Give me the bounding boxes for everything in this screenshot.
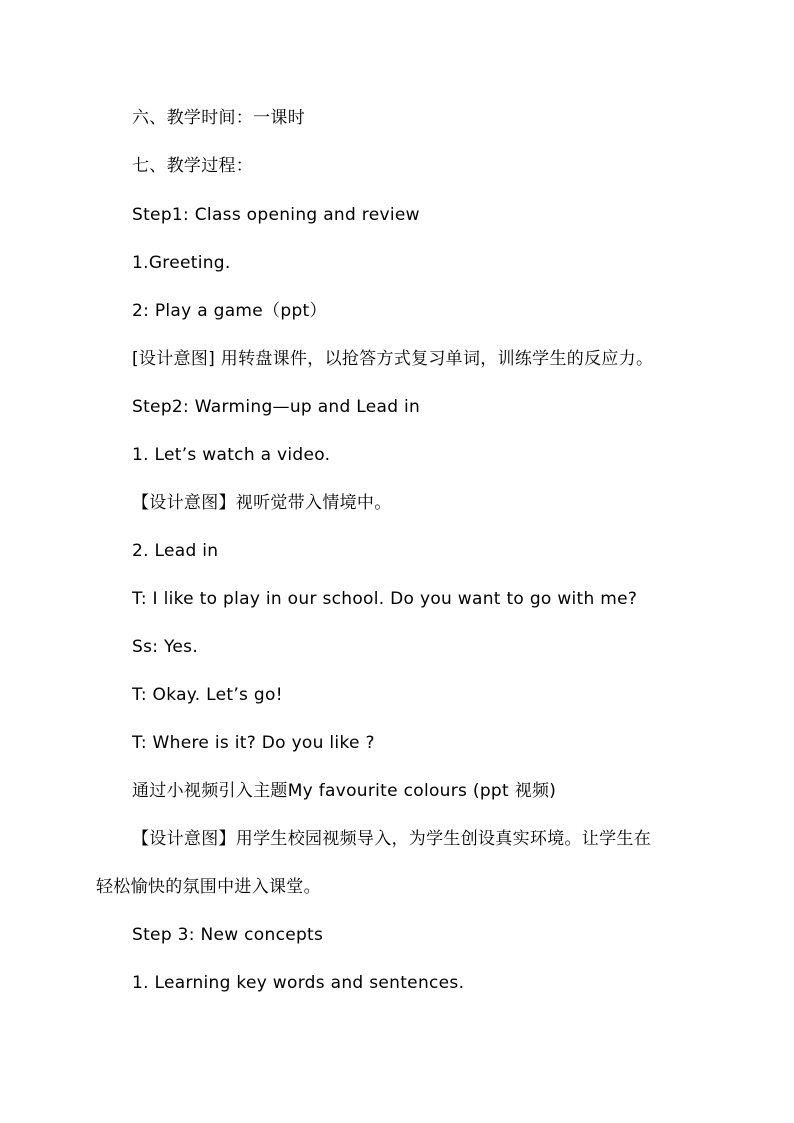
design-intent-2: 【设计意图】视听觉带入情境中。 (132, 493, 392, 513)
step3-heading: Step 3: New concepts (132, 925, 324, 945)
design-intent-3: 【设计意图】用学生校园视频导入，为学生创设真实环境。让学生在 (132, 829, 651, 849)
teaching-process-heading: 七、教学过程： (132, 156, 254, 176)
step1-heading: Step1: Class opening and review (132, 205, 420, 225)
teacher-dialogue-3: T: Where is it? Do you like ? (132, 733, 375, 753)
play-game-line: 2: Play a game（ppt） (132, 301, 327, 321)
teacher-dialogue-1: T: I like to play in our school. Do you want to go with me? (132, 589, 638, 609)
teaching-time-line: 六、教学时间：一课时 (132, 108, 305, 128)
greeting-line: 1.Greeting. (132, 253, 231, 273)
key-words-line: 1. Learning key words and sentences. (132, 973, 465, 993)
topic-intro-line: 通过小视频引入主题My favourite colours (ppt 视频) (132, 781, 557, 801)
teacher-dialogue-2: T: Okay. Let’s go! (132, 685, 283, 705)
step2-heading: Step2: Warming—up and Lead in (132, 397, 421, 417)
lead-in-line: 2. Lead in (132, 541, 219, 561)
design-intent-3-continuation: 轻松愉快的氛围中进入课堂。 (96, 877, 321, 897)
design-intent-1: [设计意图] 用转盘课件，以抢答方式复习单词，训练学生的反应力。 (132, 349, 654, 369)
students-dialogue: Ss: Yes. (132, 637, 199, 657)
watch-video-line: 1. Let’s watch a video. (132, 445, 331, 465)
